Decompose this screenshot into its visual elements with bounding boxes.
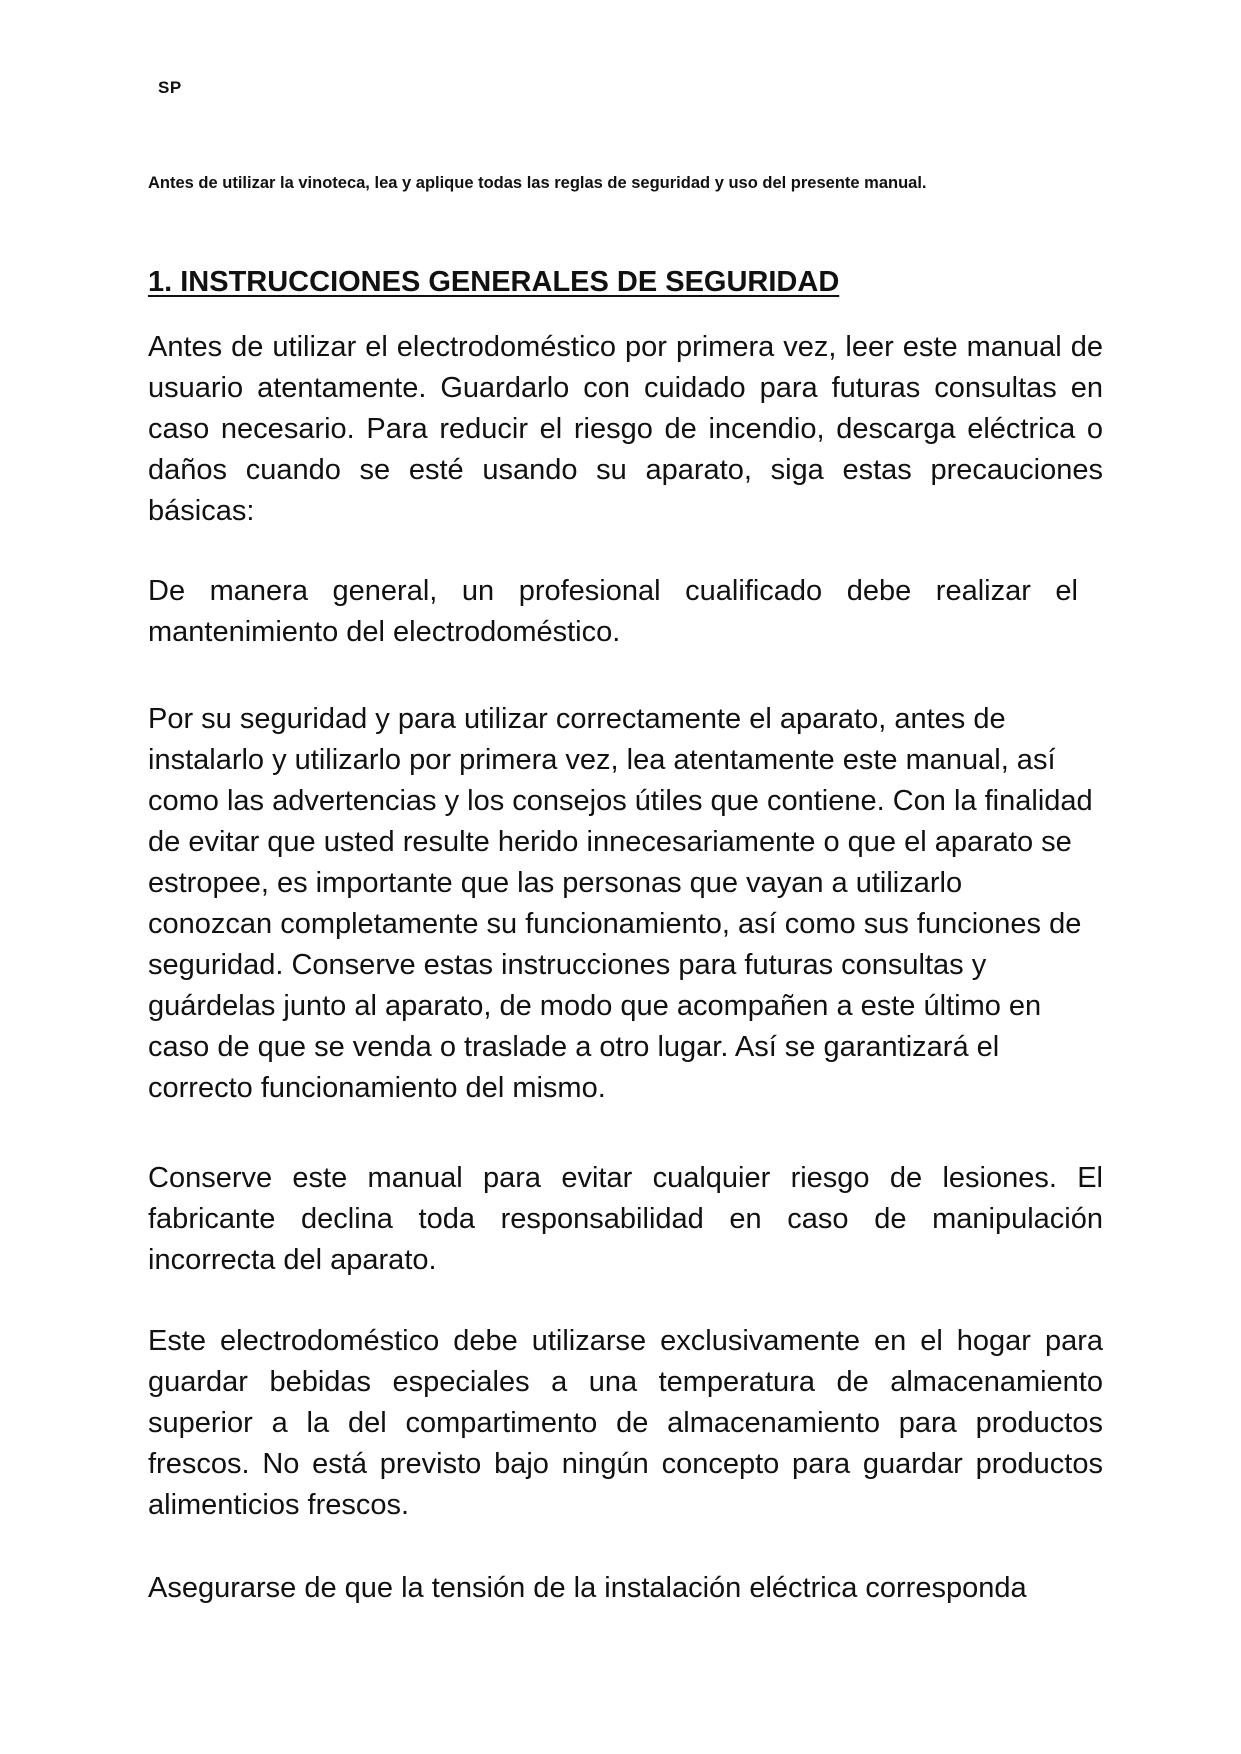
paragraph: Este electrodoméstico debe utilizarse exclusivamente en el hogar para guardar bebidas especiales a una temperatura de almacenamiento superior a la del compartimento de almacenamiento para productos frescos. No está previsto bajo ningún concepto para guardar productos alimenticios frescos. — [148, 1325, 1103, 1521]
paragraph: Conserve este manual para evitar cualquier riesgo de lesiones. El fabricante declina toda responsabilidad en caso de manipulación incorrecta del aparato. — [148, 1162, 1103, 1276]
paragraph: Antes de utilizar el electrodoméstico por primera vez, leer este manual de usuario atentamente. Guardarlo con cuidado para futuras consultas en caso necesario. Para reducir el riesgo de incendio, descarga eléctrica o daños cuando se esté usando su aparato, siga estas precauciones básicas: — [148, 331, 1103, 527]
intro-note: Antes de utilizar la vinoteca, lea y aplique todas las reglas de seguridad y uso del presente manual. — [148, 174, 927, 192]
language-code: SP — [158, 78, 182, 97]
paragraph: Por su seguridad y para utilizar correctamente el aparato, antes de instalarlo y utilizarlo por primera vez, lea atentamente este manual, así como las advertencias y los consejos útiles que contiene. Con la finalidad de evitar que usted resulte herido innecesariamente o que el aparato se estropee, es importante que las personas que vayan a utilizarlo conozcan completamente su funcionamiento, así como sus funciones de seguridad. Conserve estas instrucciones para futuras consultas y guárdelas junto al aparato, de modo que acompañen a este último en caso de que se venda o traslade a otro lugar. Así se garantizará el correcto funcionamiento del mismo. — [148, 703, 1093, 1104]
section-heading: 1. INSTRUCCIONES GENERALES DE SEGURIDAD — [148, 266, 840, 298]
paragraph: De manera general, un profesional cualificado debe realizar el mantenimiento del electrodoméstico. — [148, 575, 1078, 648]
paragraph: Asegurarse de que la tensión de la instalación eléctrica corresponda — [148, 1572, 1027, 1604]
